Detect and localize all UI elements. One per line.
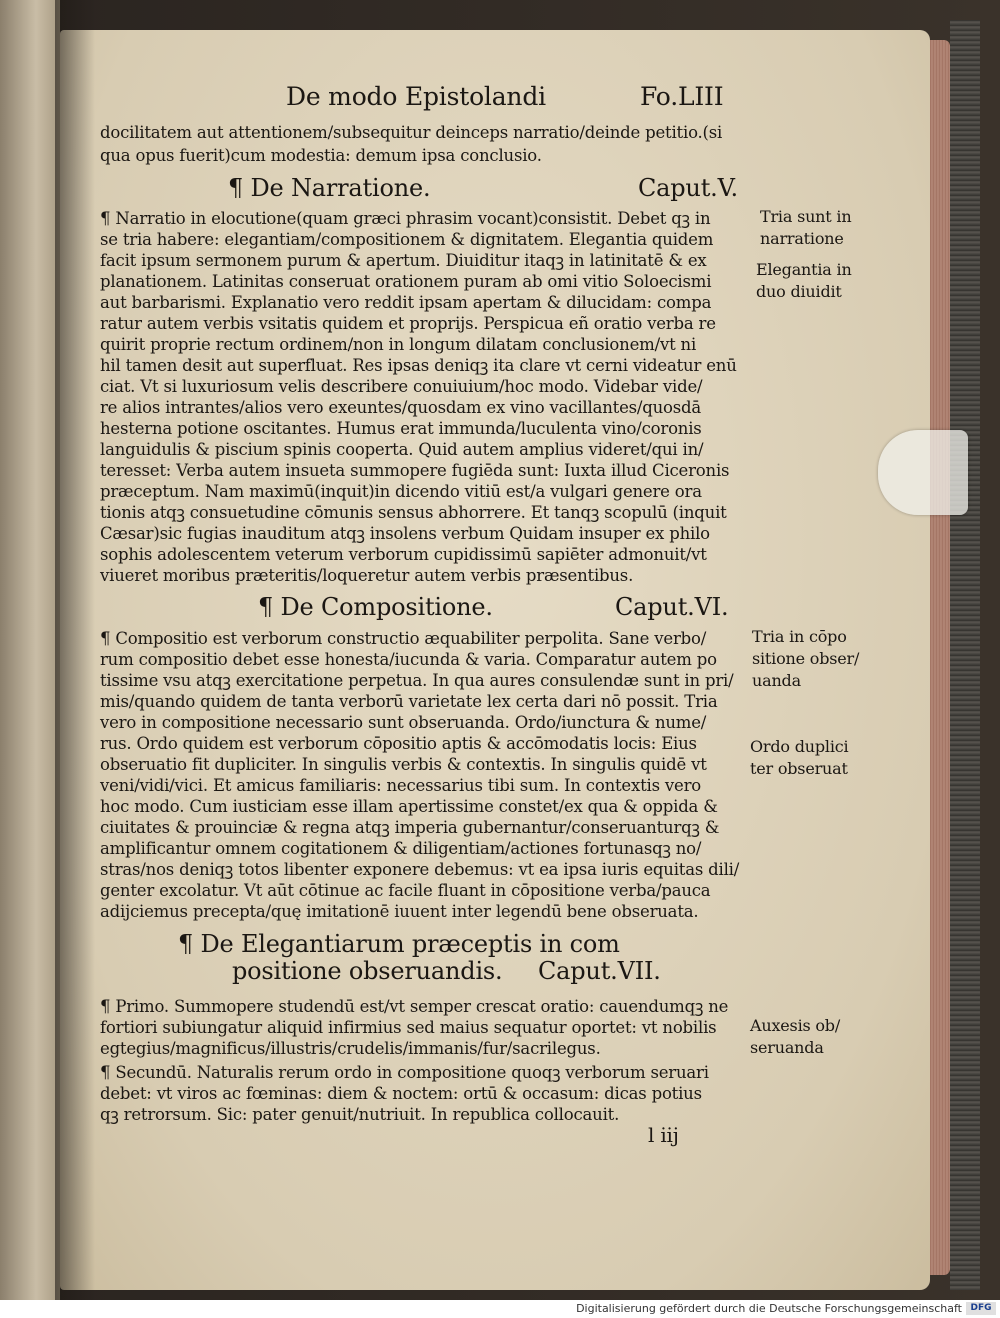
marginal-note xyxy=(750,1015,840,1059)
section-heading: ¶ De Compositione. xyxy=(258,593,493,621)
body-line: ¶ Primo. Summopere studendū est/vt semper crescat oratio: cauendumqꝫ ne xyxy=(100,997,729,1016)
marginal-note-line: ter obseruat xyxy=(750,759,848,778)
body-line: ciuitates & prouinciæ & regna atqꝫ imperia gubernantur/conseruanturqꝫ & xyxy=(100,818,720,837)
body-line: hesterna potione oscitantes. Humus erat immunda/luculenta vino/coronis xyxy=(100,419,702,438)
footer-credit: Digitalisierung gefördert durch die Deutsche Forschungsgemeinschaft xyxy=(576,1302,962,1315)
marginal-note-line: Ordo duplici xyxy=(750,737,849,756)
dfg-logo: DFG xyxy=(966,1302,996,1315)
intro-line: docilitatem aut attentionem/subsequitur deinceps narratio/deinde petitio.(si xyxy=(100,123,723,142)
body-line: aut barbarismi. Explanatio vero reddit ipsam apertam & dilucidam: compa xyxy=(100,293,712,312)
section-title: De Elegantiarum præceptis in com xyxy=(200,930,620,958)
marginal-note-line: Tria sunt in xyxy=(760,207,852,226)
body-line: languidulis & piscium spinis cooperta. Quid autem amplius videret/qui in/ xyxy=(100,440,704,459)
marginal-note-line: uanda xyxy=(752,671,801,690)
section-caput: Caput.V. xyxy=(638,174,738,202)
body-line: se tria habere: elegantiam/compositionem & dignitatem. Elegantia quidem xyxy=(100,230,714,249)
marginal-note-line: seruanda xyxy=(750,1038,824,1057)
body-line: viueret moribus præteritis/loqueretur autem verbis præsentibus. xyxy=(100,566,634,585)
body-line: ¶ Compositio est verborum constructio æquabiliter perpolita. Sane verbo/ xyxy=(100,629,707,648)
body-line: rus. Ordo quidem est verborum cōpositio aptis & accōmodatis locis: Eius xyxy=(100,734,697,753)
marginal-note-line: sitione obser/ xyxy=(752,649,860,668)
section-title: De Compositione. xyxy=(280,593,493,621)
intro-line: qua opus fuerit)cum modestia: demum ipsa conclusio. xyxy=(100,146,542,165)
marginal-note-line: Auxesis ob/ xyxy=(750,1016,841,1035)
body-line: facit ipsum sermonem purum & apertum. Diuiditur itaqꝫ in latinitatē & ex xyxy=(100,251,707,270)
left-page-edge xyxy=(0,0,60,1300)
body-line: qꝫ retrorsum. Sic: pater genuit/nutriuit. In republica collocauit. xyxy=(100,1105,620,1124)
body-line: re alios intrantes/alios vero exeuntes/quosdam ex vino vacillantes/quosdā xyxy=(100,398,702,417)
body-line: quirit proprie rectum ordinem/non in longum dilatam conclusionem/vt ni xyxy=(100,335,697,354)
section-heading: ¶ De Narratione. xyxy=(228,174,431,202)
running-head-title: De modo Epistolandi xyxy=(286,82,546,111)
body-line-text: Narratio in elocutione(quam græci phrasim vocant)consistit. Debet qꝫ in xyxy=(115,209,711,228)
marginal-note xyxy=(756,259,852,303)
body-line: Cæsar)sic fugias inauditum atqꝫ insolens verbum Quidam insuper ex philo xyxy=(100,524,710,543)
marginal-note xyxy=(752,626,859,692)
body-line: hoc modo. Cum iusticiam esse illam apertissime constet/ex qua & oppida & xyxy=(100,797,718,816)
marginal-note-line: Tria in cōpo xyxy=(752,627,847,646)
book-cover-edge xyxy=(950,20,980,1290)
body-line: sophis adolescentem veterum verborum cupidissimū sapiēter admonuit/vt xyxy=(100,545,707,564)
body-line: ratur autem verbis vsitatis quidem et proprijs. Perspicua eñ oratio verba re xyxy=(100,314,716,333)
body-line: genter excolatur. Vt aūt cōtinue ac facile fluant in cōpositione verba/pauca xyxy=(100,881,711,900)
marginal-note-line: Elegantia in xyxy=(756,260,852,279)
body-line: ciat. Vt si luxuriosum velis describere conuiuium/hoc modo. Videbar vide/ xyxy=(100,377,703,396)
section-caput: Caput.VI. xyxy=(615,593,729,621)
marginal-note-line: duo diuidit xyxy=(756,282,842,301)
section-title-cont: positione obseruandis. xyxy=(232,957,503,985)
body-line: fortiori subiungatur aliquid infirmius sed maius sequatur oportet: vt nobilis xyxy=(100,1018,717,1037)
body-line: veni/vidi/vici. Et amicus familiaris: necessarius tibi sum. In contextis vero xyxy=(100,776,702,795)
body-line: præceptum. Nam maximū(inquit)in dicendo vitiū est/a vulgari genere ora xyxy=(100,482,702,501)
footer-bar xyxy=(0,1300,1000,1318)
signature-mark: l iij xyxy=(648,1123,679,1147)
section-heading: ¶ De Elegantiarum præceptis in com xyxy=(178,930,620,958)
body-line: debet: vt viros ac fœminas: diem & noctem: ortū & occasum: dicas potius xyxy=(100,1084,702,1103)
body-line: tissime vsu atqꝫ exercitatione perpetua. In qua aures consulendæ sunt in pri/ xyxy=(100,671,734,690)
marginal-note-line: narratione xyxy=(760,229,844,248)
section-caput: Caput.VII. xyxy=(538,957,661,985)
section-title: De Narratione. xyxy=(250,174,431,202)
book-page xyxy=(60,30,930,1290)
body-line: vero in compositione necessario sunt obseruanda. Ordo/iunctura & nume/ xyxy=(100,713,707,732)
folio-number: Fo.LIII xyxy=(640,82,724,111)
body-line: teresset: Verba autem insueta summopere fugiēda sunt: Iuxta illud Ciceronis xyxy=(100,461,730,480)
body-line: adijciemus precepta/quę imitationē iuuent inter legendū bene obseruata. xyxy=(100,902,699,921)
plastic-page-tab xyxy=(878,430,968,515)
body-line: planationem. Latinitas conseruat orationem puram ab omi vitio Soloecismi xyxy=(100,272,712,291)
body-line: ¶ Secundū. Naturalis rerum ordo in compositione quoqꝫ verborum seruari xyxy=(100,1063,709,1082)
body-line-text: Compositio est verborum constructio æquabiliter perpolita. Sane verbo/ xyxy=(115,629,707,648)
body-line: rum compositio debet esse honesta/iucunda & varia. Comparatur autem po xyxy=(100,650,717,669)
binding-shadow xyxy=(55,0,95,1300)
body-line-text: Secundū. Naturalis rerum ordo in compositione quoqꝫ verborum seruari xyxy=(115,1063,709,1082)
marginal-note xyxy=(760,206,851,250)
body-line: stras/nos deniqꝫ totos libenter exponere debemus: vt ea ipsa iuris equitas dili/ xyxy=(100,860,740,879)
body-line-text: Primo. Summopere studendū est/vt semper crescat oratio: cauendumqꝫ ne xyxy=(115,997,729,1016)
body-line: egtegius/magnificus/illustris/crudelis/immanis/fur/sacrilegus. xyxy=(100,1039,601,1058)
marginal-note xyxy=(750,736,848,780)
body-line: amplificantur omnem cogitationem & diligentiam/actiones fortunasqꝫ no/ xyxy=(100,839,702,858)
body-line: tionis atqꝫ consuetudine cōmunis sensus abhorrere. Et tanqꝫ scopulū (inquit xyxy=(100,503,727,522)
body-line: mis/quando quidem de tanta verborū varietate lex certa dari nō possit. Tria xyxy=(100,692,718,711)
body-line: hil tamen desit aut superfluat. Res ipsas deniqꝫ ita clare vt cerni videatur enū xyxy=(100,356,737,375)
body-line: ¶ Narratio in elocutione(quam græci phrasim vocant)consistit. Debet qꝫ in xyxy=(100,209,711,228)
body-line: obseruatio fit dupliciter. In singulis verbis & contextis. In singulis quidē vt xyxy=(100,755,707,774)
